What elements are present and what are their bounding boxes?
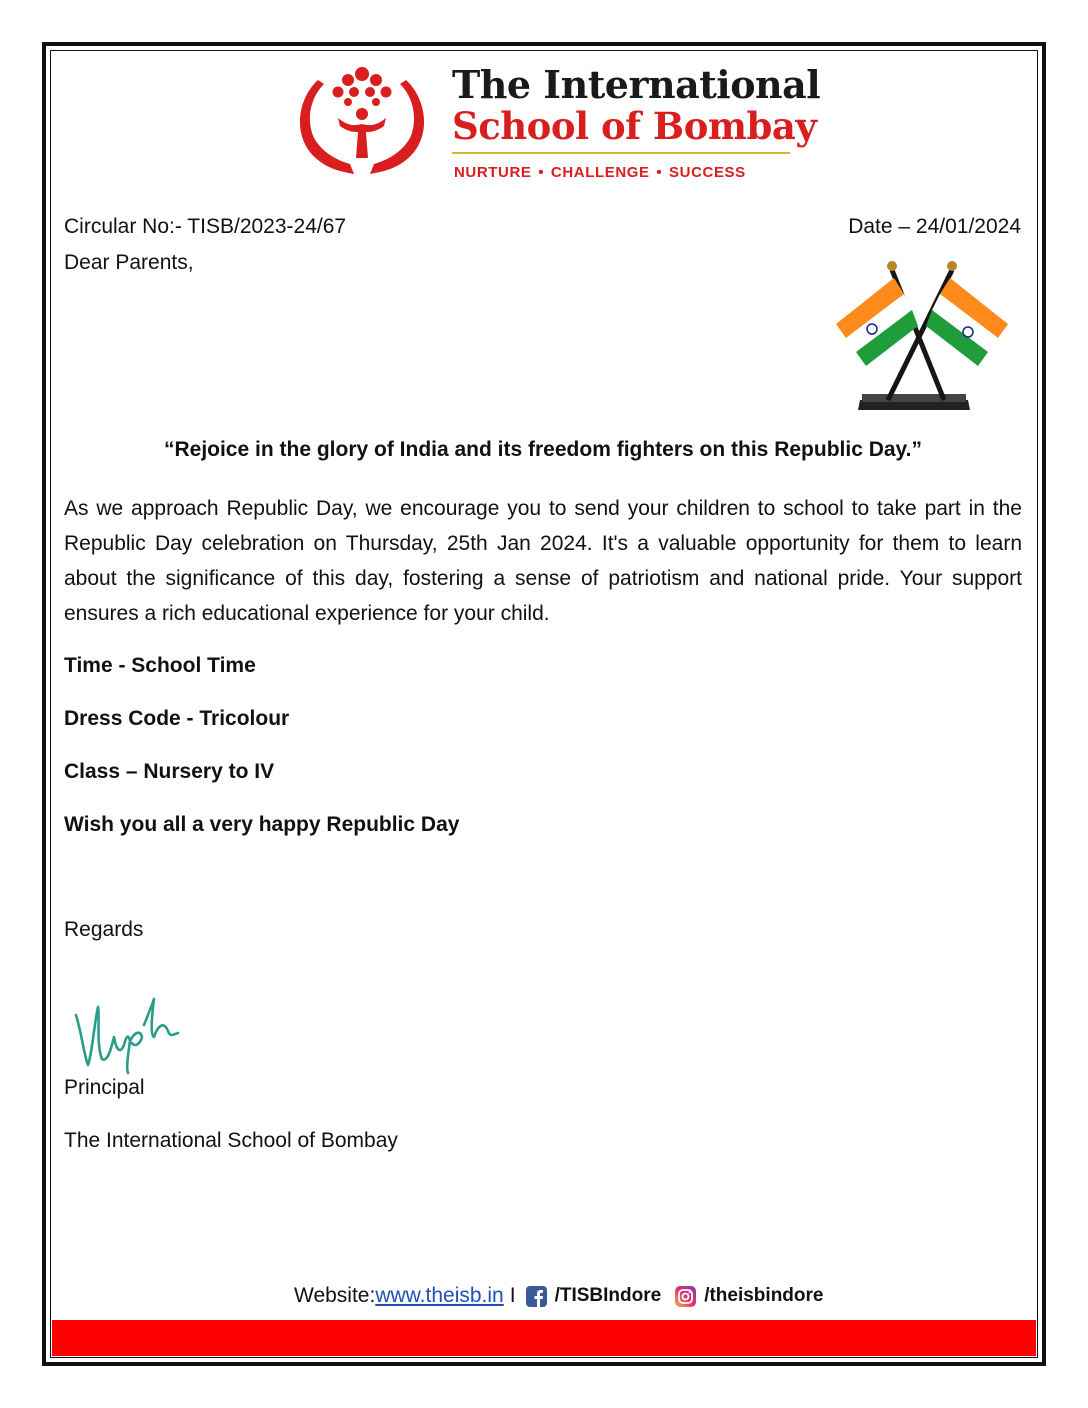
body-paragraph: As we approach Republic Day, we encourage you to send your children to school to take part in the Republic Day celebration on Thursday, 25th Jan 2024. It's a valuable opportunity for them to learn about the significance of this day, fostering a sense of patriotism and national pride. Your support ensures a rich educational experience for your child. [64, 497, 1022, 625]
signatory-school: The International School of Bombay [64, 1129, 398, 1152]
school-name-line1: The International [452, 62, 821, 107]
school-logo [288, 60, 821, 188]
detail-dress-code: Dress Code - Tricolour [64, 707, 290, 730]
regards: Regards [64, 918, 144, 941]
footer-contact [294, 1284, 823, 1308]
closing-wish: Wish you all a very happy Republic Day [64, 813, 460, 836]
logo-divider [452, 152, 790, 154]
footer-separator: I [509, 1284, 516, 1307]
signatory-title: Principal [64, 1076, 145, 1099]
website-label: Website: [294, 1284, 376, 1307]
school-logo-emblem [288, 60, 436, 180]
republic-day-quote: “Rejoice in the glory of India and its freedom fighters on this Republic Day.” [163, 438, 923, 461]
india-flags-image [802, 254, 1034, 414]
principal-signature [68, 985, 188, 1075]
school-name-line2: School of Bombay [452, 104, 817, 148]
instagram-icon[interactable] [675, 1286, 696, 1307]
circular-number: Circular No:- TISB/2023-24/67 [64, 215, 347, 238]
detail-time: Time - School Time [64, 654, 256, 677]
footer-red-bar [52, 1320, 1036, 1356]
facebook-icon[interactable] [526, 1286, 547, 1307]
school-motto: NURTURE • CHALLENGE • SUCCESS [454, 164, 746, 181]
salutation: Dear Parents, [64, 251, 194, 274]
facebook-handle[interactable]: /TISBIndore [554, 1285, 662, 1306]
circular-date: Date – 24/01/2024 [848, 215, 1021, 238]
instagram-handle[interactable]: /theisbindore [704, 1285, 824, 1306]
website-link[interactable]: www.theisb.in [375, 1284, 504, 1307]
detail-class: Class – Nursery to IV [64, 760, 275, 783]
